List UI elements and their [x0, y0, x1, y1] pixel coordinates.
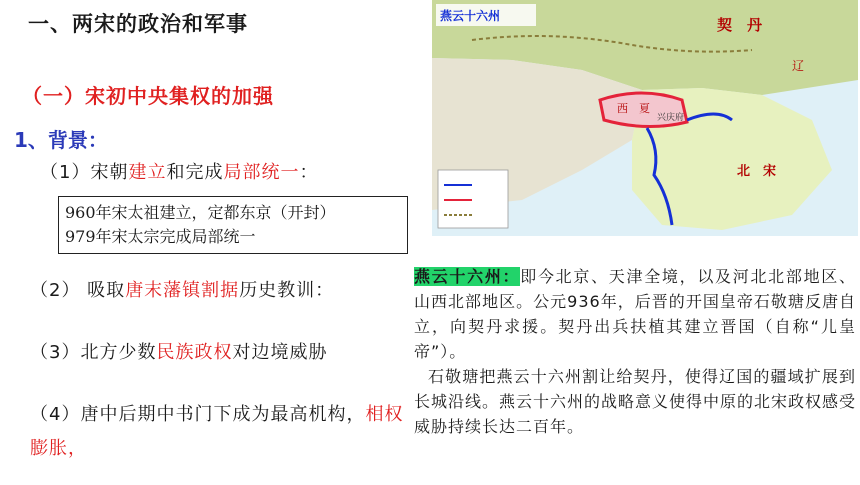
page-title: 一、两宋的政治和军事 [28, 12, 248, 36]
item-3-prefix: （3）北方少数 [30, 342, 157, 363]
item-2-red: 唐末藩镇割据 [125, 280, 240, 301]
map-label-xixia: 西 夏 [617, 102, 650, 115]
background-label: 1、背景： [14, 128, 108, 152]
fact-box [58, 196, 408, 254]
item-1 [40, 158, 318, 184]
item-1-suffix: ： [299, 162, 319, 183]
item-4 [30, 398, 410, 466]
item-4-prefix: （4）唐中后期中书门下成为最高机构， [30, 404, 366, 425]
item-4-red: 相权膨胀， [30, 404, 404, 459]
note-tag: 燕云十六州： [414, 267, 521, 286]
map-label-beisong: 北 宋 [737, 164, 777, 179]
note-para-1: 即今北京、天津全境，以及河北北部地区、山西北部地区。公元936年，后晋的开国皇帝石敬瑭反唐自立，向契丹求援。契丹出兵扶植其建立晋国（自称“儿皇帝”）。 [414, 267, 856, 361]
item-2-suffix: 历史教训： [239, 280, 335, 301]
map-corner-label: 燕云十六州 [440, 9, 501, 23]
map-label-city: 兴庆府 [657, 113, 685, 123]
historical-map [432, 0, 858, 236]
item-3-suffix: 对边境威胁 [232, 342, 328, 363]
yanyun-note [414, 264, 856, 439]
item-1-red-1: 建立 [128, 162, 167, 183]
map-label-liao: 辽 [792, 59, 805, 73]
item-1-mid: 和完成 [166, 162, 224, 183]
item-1-red-2: 局部统一 [223, 162, 300, 183]
fact-line: 960年宋太祖建立，定都东京（开封） [65, 203, 336, 222]
note-para-2: 石敬瑭把燕云十六州割让给契丹，使得辽国的疆域扩展到长城沿线。燕云十六州的战略意义使得中原的北宋政权感受威胁持续长达二百年。 [414, 367, 857, 436]
item-2-prefix: （2） 吸取 [30, 280, 126, 301]
map-label-qidan: 契 丹 [717, 16, 763, 34]
item-2 [30, 276, 334, 302]
item-3 [30, 338, 327, 364]
item-3-red: 民族政权 [156, 342, 233, 363]
fact-line: 979年宋太宗完成局部统一 [65, 227, 256, 246]
section-subtitle: （一）宋初中央集权的加强 [22, 84, 274, 108]
item-1-prefix: （1）宋朝 [40, 162, 129, 183]
